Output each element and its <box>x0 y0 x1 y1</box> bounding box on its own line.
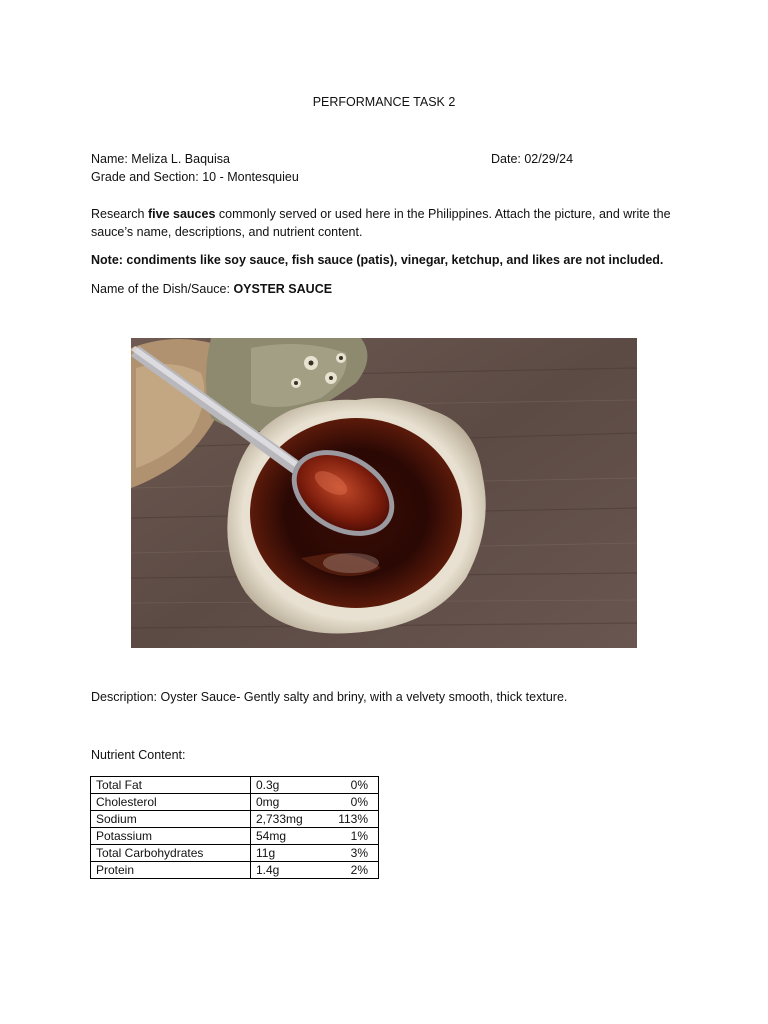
table-row <box>91 794 379 811</box>
dish-value: OYSTER SAUCE <box>233 282 333 296</box>
table-row <box>91 811 379 828</box>
grade-label: Grade and Section: <box>91 170 203 184</box>
student-name: Meliza L. Baquisa <box>131 152 230 166</box>
nutrient-percent: 1% <box>311 828 379 845</box>
table-row <box>91 845 379 862</box>
nutrient-percent: 0% <box>311 777 379 794</box>
grade-value: 10 - Montesquieu <box>202 170 299 184</box>
instruction-part2: commonly served or used here in the Philippines. Attach the picture, and write the sauce’s name, descriptions, and nutrient content. <box>91 207 671 239</box>
table-row <box>91 828 379 845</box>
name-label: Name: <box>91 152 132 166</box>
student-name-line <box>91 152 230 166</box>
nutrient-amount: 0.3g <box>251 777 312 794</box>
table-row <box>91 777 379 794</box>
dish-label: Name of the Dish/Sauce: <box>91 282 234 296</box>
nutrient-amount: 11g <box>251 845 312 862</box>
instruction-bold: five sauces <box>147 207 216 221</box>
oyster-sauce-photo <box>131 338 637 648</box>
nutrient-amount: 54mg <box>251 828 312 845</box>
nutrient-amount: 2,733mg <box>251 811 312 828</box>
grade-section-line <box>91 170 299 184</box>
nutrient-name: Protein <box>91 862 251 879</box>
nutrient-amount: 0mg <box>251 794 312 811</box>
instruction-paragraph <box>91 205 691 241</box>
dish-name-line <box>91 282 332 296</box>
nutrient-percent: 3% <box>311 845 379 862</box>
nutrient-percent: 113% <box>311 811 379 828</box>
nutrient-percent: 0% <box>311 794 379 811</box>
nutrient-name: Sodium <box>91 811 251 828</box>
description-text: Oyster Sauce- Gently salty and briny, with a velvety smooth, thick texture. <box>160 690 568 704</box>
note-paragraph: Note: condiments like soy sauce, fish sauce (patis), vinegar, ketchup, and likes are not included. <box>91 253 664 267</box>
date-label: Date: <box>491 152 525 166</box>
date-value: 02/29/24 <box>524 152 574 166</box>
page-title: PERFORMANCE TASK 2 <box>312 95 456 109</box>
nutrient-name: Potassium <box>91 828 251 845</box>
nutrient-heading: Nutrient Content: <box>91 748 186 762</box>
nutrient-name: Total Carbohydrates <box>91 845 251 862</box>
description-label: Description: <box>91 690 161 704</box>
table-row <box>91 862 379 879</box>
nutrient-table <box>90 776 379 879</box>
description-line <box>91 690 567 704</box>
nutrient-amount: 1.4g <box>251 862 312 879</box>
nutrient-name: Total Fat <box>91 777 251 794</box>
instruction-part1: Research <box>91 207 148 221</box>
date-line <box>491 152 573 166</box>
nutrient-percent: 2% <box>311 862 379 879</box>
nutrient-name: Cholesterol <box>91 794 251 811</box>
